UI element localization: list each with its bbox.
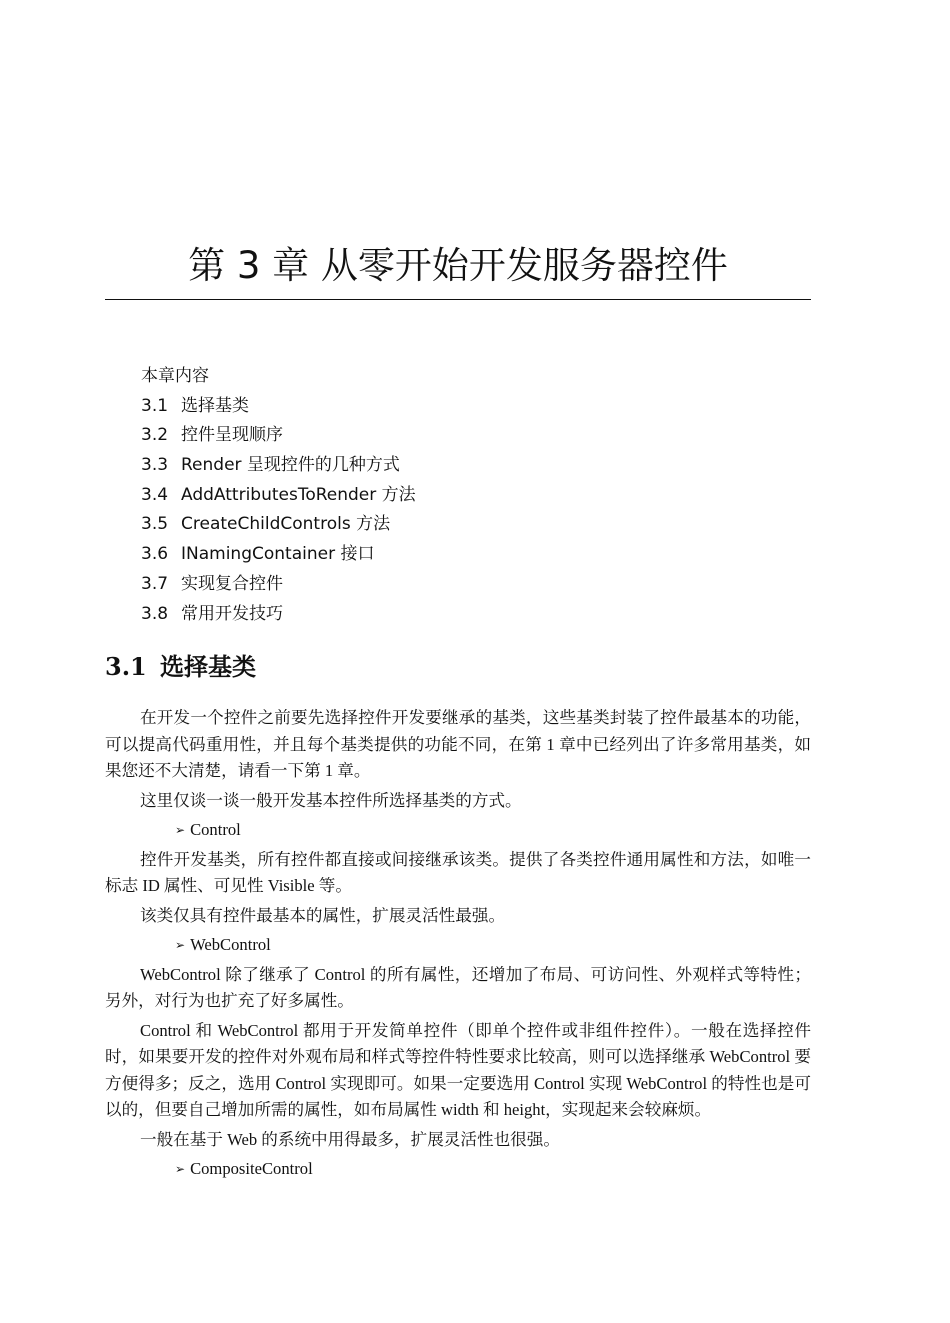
contents-item-number: 3.5 [141, 514, 169, 535]
bullet-item-compositecontrol [105, 1156, 811, 1183]
contents-item-3-2 [141, 423, 641, 453]
paragraph: 控件开发基类，所有控件都直接或间接继承该类。提供了各类控件通用属性和方法，如唯一标志 ID 属性、可见性 Visible 等。 [105, 849, 811, 895]
paragraph: WebControl 除了继承了 Control 的所有属性，还增加了布局、可访问性、外观样式等特性；另外，对行为也扩充了好多属性。 [105, 964, 811, 1010]
chapter-title-rule [105, 299, 811, 300]
arrowhead-bullet-icon: ➢ [175, 938, 186, 952]
section-title: 选择基类 [160, 652, 256, 681]
contents-heading: 本章内容 [141, 366, 209, 386]
contents-item-label: Render 呈现控件的几种方式 [181, 455, 400, 476]
contents-item-number: 3.1 [141, 395, 169, 416]
contents-item-3-3 [141, 453, 641, 483]
contents-item-label: CreateChildControls 方法 [181, 514, 391, 535]
arrowhead-bullet-icon: ➢ [175, 823, 186, 837]
section-number: 3.1 [105, 652, 147, 681]
contents-item-label: 常用开发技巧 [181, 603, 283, 624]
contents-item-3-1 [141, 394, 641, 424]
contents-item-label: 实现复合控件 [181, 573, 283, 594]
bullet-label: WebControl [190, 935, 271, 954]
contents-item-number: 3.4 [141, 484, 169, 505]
section-heading [105, 650, 256, 684]
contents-item-label: AddAttributesToRender 方法 [181, 484, 416, 505]
contents-item-3-8 [141, 602, 641, 632]
bullet-item-control [105, 817, 811, 844]
bullet-label: Control [190, 820, 241, 839]
contents-item-3-4 [141, 483, 641, 513]
contents-item-3-7 [141, 572, 641, 602]
contents-item-3-5 [141, 512, 641, 542]
contents-item-3-6 [141, 542, 641, 572]
bullet-item-webcontrol [105, 932, 811, 959]
paragraph: 这里仅谈一谈一般开发基本控件所选择基类的方式。 [140, 790, 522, 810]
arrowhead-bullet-icon: ➢ [175, 1162, 186, 1176]
contents-item-number: 3.7 [141, 573, 169, 594]
contents-item-number: 3.8 [141, 603, 169, 624]
contents-item-label: 选择基类 [181, 395, 249, 416]
contents-item-number: 3.3 [141, 455, 169, 476]
contents-item-number: 3.2 [141, 425, 169, 446]
paragraph: Control 和 WebControl 都用于开发简单控件（即单个控件或非组件控件）。一般在选择控件时，如果要开发的控件对外观布局和样式等控件特性要求比较高，则可以选择继承 WebControl 要方便得多；反之，选用 Control 实现即可。如果一定要选用 Control 实现 WebControl 的特性也是可以的，但要自己增加所需的属性，如布局属性 width 和 height，实现起来会较麻烦。 [105, 1020, 811, 1119]
contents-item-number: 3.6 [141, 544, 169, 565]
chapter-title: 第 3 章 从零开始开发服务器控件 [188, 244, 728, 287]
paragraph: 该类仅具有控件最基本的属性，扩展灵活性最强。 [140, 905, 506, 925]
chapter-contents [141, 364, 641, 631]
bullet-label: CompositeControl [190, 1159, 313, 1178]
paragraph: 在开发一个控件之前要先选择控件开发要继承的基类，这些基类封装了控件最基本的功能，可以提高代码重用性，并且每个基类提供的功能不同，在第 1 章中已经列出了许多常用基类，如果您还不大清楚，请看一下第 1 章。 [105, 708, 811, 780]
section-body [105, 705, 811, 1186]
contents-item-label: INamingContainer 接口 [181, 544, 375, 565]
paragraph: 一般在基于 Web 的系统中用得最多，扩展灵活性也很强。 [140, 1129, 560, 1149]
contents-item-label: 控件呈现顺序 [181, 425, 283, 446]
